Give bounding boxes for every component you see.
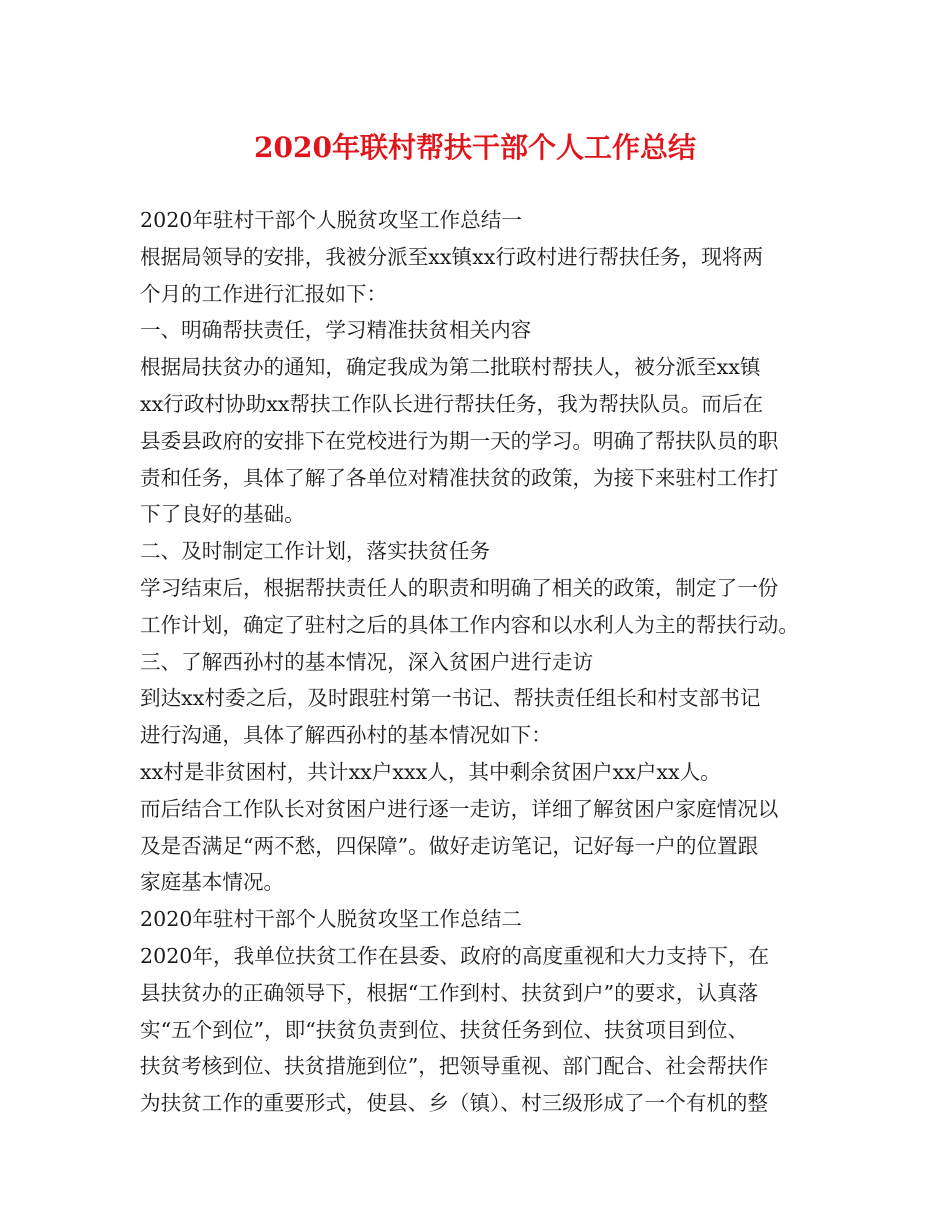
document-body xyxy=(140,202,840,1122)
text-line: 学习结束后，根据帮扶责任人的职责和明确了相关的政策，制定了一份 xyxy=(140,575,779,600)
text-line: 二、及时制定工作计划，落实扶贫任务 xyxy=(140,539,491,564)
text-line: 县委县政府的安排下在党校进行为期一天的学习。明确了帮扶队员的职 xyxy=(140,428,779,453)
text-line: 下了良好的基础。 xyxy=(140,502,305,527)
text-line: 为扶贫工作的重要形式，使县、乡（镇）、村三级形成了一个有机的整 xyxy=(140,1091,769,1116)
text-line: 个月的工作进行汇报如下： xyxy=(140,281,388,306)
text-line: 根据局扶贫办的通知，确定我成为第二批联村帮扶人，被分派至xx镇 xyxy=(140,355,761,380)
document-title: 2020年联村帮扶干部个人工作总结 xyxy=(254,131,696,164)
text-line: 扶贫考核到位、扶贫措施到位”，把领导重视、部门配合、社会帮扶作 xyxy=(140,1054,769,1079)
text-line: 责和任务，具体了解了各单位对精准扶贫的政策，为接下来驻村工作打 xyxy=(140,465,779,490)
text-line: 根据局领导的安排，我被分派至xx镇xx行政村进行帮扶任务，现将两 xyxy=(140,244,764,269)
text-line: 工作计划，确定了驻村之后的具体工作内容和以水利人为主的帮扶行动。 xyxy=(140,612,799,637)
text-line: 2020年驻村干部个人脱贫攻坚工作总结一 xyxy=(140,208,522,232)
text-line: 进行沟通，具体了解西孙村的基本情况如下： xyxy=(140,723,552,748)
text-line: xx村是非贫困村，共计xx户xxx人，其中剩余贫困户xx户xx人。 xyxy=(140,759,721,784)
text-line: xx行政村协助xx帮扶工作队长进行帮扶任务，我为帮扶队员。而后在 xyxy=(140,391,764,416)
text-line: 三、了解西孙村的基本情况，深入贫困户进行走访 xyxy=(140,649,594,674)
text-line: 一、明确帮扶责任，学习精准扶贫相关内容 xyxy=(140,318,532,343)
text-line: 实“五个到位”，即“扶贫负责到位、扶贫任务到位、扶贫项目到位、 xyxy=(140,1017,749,1042)
text-line: 2020年，我单位扶贫工作在县委、政府的高度重视和大力支持下，在 xyxy=(140,943,770,968)
text-line: 及是否满足“两不愁，四保障”。做好走访笔记，记好每一户的位置跟 xyxy=(140,833,759,858)
text-line: 2020年驻村干部个人脱贫攻坚工作总结二 xyxy=(140,907,522,932)
text-line: 家庭基本情况。 xyxy=(140,870,285,895)
text-line: 而后结合工作队长对贫困户进行逐一走访，详细了解贫困户家庭情况以 xyxy=(140,796,779,821)
text-line: 县扶贫办的正确领导下，根据“工作到村、扶贫到户”的要求，认真落 xyxy=(140,980,759,1005)
text-line: 到达xx村委之后，及时跟驻村第一书记、帮扶责任组长和村支部书记 xyxy=(140,686,761,711)
